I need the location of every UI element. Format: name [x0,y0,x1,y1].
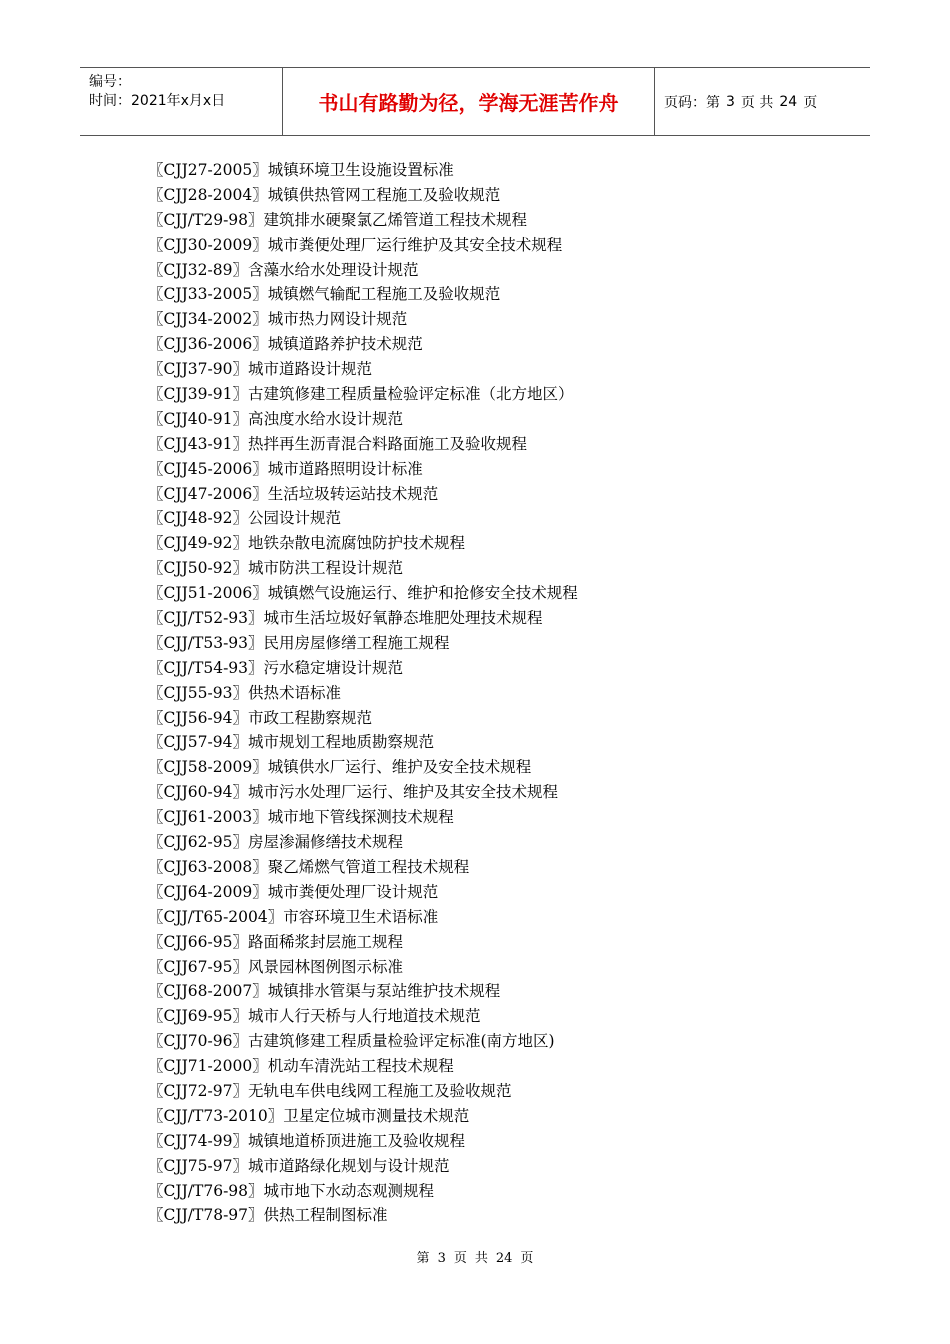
page-total: 24 [779,93,798,110]
list-item: 〖CJJ72-97〗无轨电车供电线网工程施工及验收规范 [148,1081,512,1100]
list-item: 〖CJJ64-2009〗城市粪便处理厂设计规范 [148,882,439,901]
page-footer [0,1247,950,1266]
list-item: 〖CJJ66-95〗路面稀浆封层施工规程 [148,932,403,951]
list-item: 〖CJJ39-91〗古建筑修建工程质量检验评定标准（北方地区） [148,385,574,404]
list-item: 〖CJJ34-2002〗城市热力网设计规范 [148,310,408,329]
list-item: 〖CJJ60-94〗城市污水处理厂运行、维护及其安全技术规程 [148,783,558,802]
list-item: 〖CJJ67-95〗风景园林图例图示标准 [148,957,403,976]
list-item: 〖CJJ58-2009〗城镇供水厂运行、维护及安全技术规程 [148,758,532,777]
header-page-info [655,68,870,135]
list-item: 〖CJJ74-99〗城镇地道桥顶进施工及验收规程 [148,1131,465,1150]
footer-mid1: 页 [453,1251,467,1266]
footer-page: 3 [437,1251,446,1266]
page-label: 页码：第 [664,94,720,111]
number-label: 编号： [89,74,131,90]
list-item: 〖CJJ/T29-98〗建筑排水硬聚氯乙烯管道工程技术规程 [148,210,528,229]
list-item: 〖CJJ37-90〗城市道路设计规范 [148,360,372,379]
list-item: 〖CJJ36-2006〗城镇道路养护技术规范 [148,335,423,354]
list-item: 〖CJJ62-95〗房屋渗漏修缮技术规程 [148,833,403,852]
list-item: 〖CJJ30-2009〗城市粪便处理厂运行维护及其安全技术规程 [148,235,563,254]
list-item: 〖CJJ55-93〗供热术语标准 [148,683,341,702]
list-item: 〖CJJ68-2007〗城镇排水管渠与泵站维护技术规程 [148,982,501,1001]
list-item: 〖CJJ63-2008〗聚乙烯燃气管道工程技术规程 [148,857,470,876]
list-item: 〖CJJ/T76-98〗城市地下水动态观测规程 [148,1181,435,1200]
list-item: 〖CJJ48-92〗公园设计规范 [148,509,341,528]
footer-total: 24 [495,1251,513,1266]
list-item: 〖CJJ/T54-93〗污水稳定塘设计规范 [148,658,404,677]
page-end-label: 页 [803,94,818,111]
page-number: 3 [726,93,735,110]
list-item: 〖CJJ61-2003〗城市地下管线探测技术规程 [148,808,454,827]
motto-text: 书山有路勤为径，学海无涯苦作舟 [318,91,619,115]
list-item: 〖CJJ43-91〗热拌再生沥青混合料路面施工及验收规程 [148,434,527,453]
standards-list [148,158,578,1228]
list-item: 〖CJJ/T53-93〗民用房屋修缮工程施工规程 [148,633,450,652]
list-item: 〖CJJ57-94〗城市规划工程地质勘察规范 [148,733,434,752]
page-mid-label: 页 共 [740,94,774,111]
list-item: 〖CJJ45-2006〗城市道路照明设计标准 [148,459,423,478]
page-header [80,67,870,136]
list-item: 〖CJJ70-96〗古建筑修建工程质量检验评定标准(南方地区) [148,1032,555,1051]
list-item: 〖CJJ/T65-2004〗市容环境卫生术语标准 [148,907,439,926]
footer-suffix: 页 [520,1251,534,1266]
list-item: 〖CJJ56-94〗市政工程勘察规范 [148,708,372,727]
list-item: 〖CJJ40-91〗高浊度水给水设计规范 [148,409,403,428]
list-item: 〖CJJ32-89〗含藻水给水处理设计规范 [148,260,419,279]
list-item: 〖CJJ71-2000〗机动车清洗站工程技术规程 [148,1057,454,1076]
list-item: 〖CJJ75-97〗城市道路绿化规划与设计规范 [148,1156,450,1175]
time-label: 时间：2021年x月x日 [89,93,226,109]
header-meta [80,68,283,135]
list-item: 〖CJJ47-2006〗生活垃圾转运站技术规范 [148,484,439,503]
list-item: 〖CJJ33-2005〗城镇燃气输配工程施工及验收规范 [148,285,501,304]
footer-prefix: 第 [416,1251,430,1266]
list-item: 〖CJJ51-2006〗城镇燃气设施运行、维护和抢修安全技术规程 [148,584,578,603]
list-item: 〖CJJ/T78-97〗供热工程制图标准 [148,1206,388,1225]
list-item: 〖CJJ69-95〗城市人行天桥与人行地道技术规范 [148,1007,481,1026]
list-item: 〖CJJ28-2004〗城镇供热管网工程施工及验收规范 [148,185,501,204]
list-item: 〖CJJ/T52-93〗城市生活垃圾好氧静态堆肥处理技术规程 [148,609,543,628]
list-item: 〖CJJ50-92〗城市防洪工程设计规范 [148,559,403,578]
list-item: 〖CJJ49-92〗地铁杂散电流腐蚀防护技术规程 [148,534,465,553]
footer-mid2: 共 [474,1251,488,1266]
list-item: 〖CJJ/T73-2010〗卫星定位城市测量技术规范 [148,1106,470,1125]
header-motto [283,68,655,135]
list-item: 〖CJJ27-2005〗城镇环境卫生设施设置标准 [148,161,454,179]
